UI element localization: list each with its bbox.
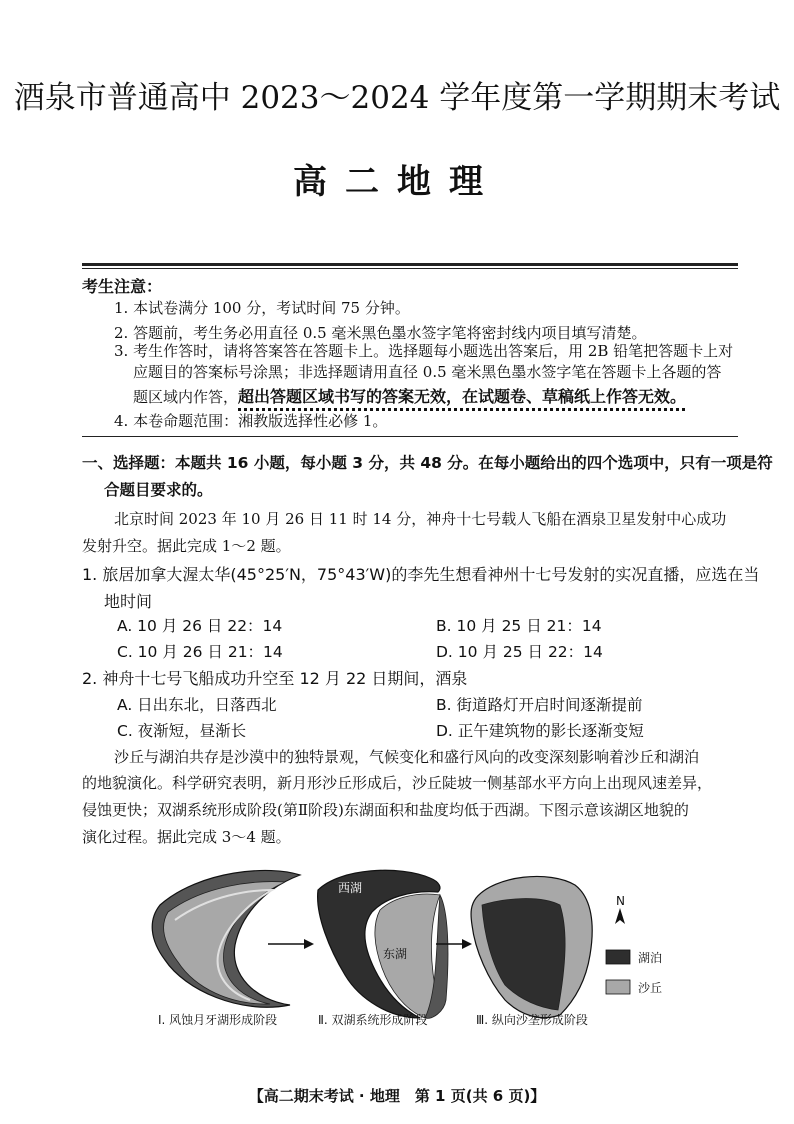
caption-stage-1: Ⅰ. 风蚀月牙湖形成阶段 [158, 1013, 278, 1027]
legend [606, 950, 662, 995]
caption-stage-3: Ⅲ. 纵向沙垄形成阶段 [476, 1013, 588, 1027]
north-arrow-icon [615, 908, 625, 924]
section-heading-line-2: 合题目要求的。 [104, 481, 213, 499]
legend-lake-label: 湖泊 [638, 951, 663, 965]
question-1-option-d: D. 10 月 25 日 22：14 [436, 643, 603, 661]
notice-item-3-plain: 题区域内作答， [133, 388, 239, 406]
legend-dune-swatch [606, 980, 630, 994]
passage-2-line-2: 的地貌演化。科学研究表明，新月形沙丘形成后，沙丘陡坡一侧基部水平方向上出现风速差异， [82, 774, 713, 792]
question-1-option-b: B. 10 月 25 日 21：14 [436, 617, 602, 635]
passage-1-line-2: 发射升空。据此完成 1～2 题。 [82, 537, 291, 555]
arrow-1-head [304, 939, 314, 949]
question-1-stem-line-2: 地时间 [104, 592, 153, 611]
notice-item-3-line-2: 应题目的答案标号涂黑；非选择题请用直径 0.5 毫米黑色墨水签字笔在答题卡上各题的答 [133, 363, 722, 381]
page-footer: 【高二期末考试 · 地理 第 1 页(共 6 页)】 [248, 1087, 546, 1105]
north-label: N [616, 894, 625, 908]
section-heading-line-1: 一、选择题：本题共 16 小题，每小题 3 分，共 48 分。在每小题给出的四个选项中，只有一项是符 [82, 454, 773, 472]
subject-title: 高二地理 [293, 162, 501, 202]
question-2-stem: 2. 神舟十七号飞船成功升空至 12 月 22 日期间，酒泉 [82, 669, 468, 688]
passage-1-line-1: 北京时间 2023 年 10 月 26 日 11 时 14 分，神舟十七号载人飞船在酒泉卫星发射中心成功 [114, 510, 727, 528]
caption-stage-2: Ⅱ. 双湖系统形成阶段 [318, 1013, 428, 1027]
passage-2-line-4: 演化过程。据此完成 3～4 题。 [82, 828, 291, 846]
question-2-option-c: C. 夜渐短，昼渐长 [117, 722, 247, 740]
notice-item-1: 1. 本试卷满分 100 分，考试时间 75 分钟。 [114, 299, 410, 317]
passage-2-line-3: 侵蚀更快；双湖系统形成阶段(第Ⅱ阶段)东湖面积和盐度均低于西湖。下图示意该湖区地貌的 [82, 801, 689, 819]
notice-item-2: 2. 答题前，考生务必用直径 0.5 毫米黑色墨水签字笔将密封线内项目填写清楚。 [114, 324, 647, 342]
notice-title: 考生注意： [82, 277, 163, 296]
stage-3-lake [482, 899, 565, 1010]
stage-1-crescent-dune [152, 870, 300, 1007]
legend-dune-label: 沙丘 [638, 981, 663, 995]
stage-3-longitudinal-dune [471, 876, 592, 1017]
notice-bottom-rule [82, 436, 738, 437]
question-1-option-c: C. 10 月 26 日 21：14 [117, 643, 283, 661]
top-rule-thin [82, 268, 738, 269]
top-rule-thick [82, 263, 738, 266]
arrow-2-head [462, 939, 472, 949]
passage-2-line-1: 沙丘与湖泊共存是沙漠中的独特景观，气候变化和盛行风向的改变深刻影响着沙丘和湖泊 [114, 748, 700, 766]
label-west-lake: 西湖 [338, 881, 363, 895]
notice-item-4: 4. 本卷命题范围：湘教版选择性必修 1。 [114, 412, 388, 430]
question-2-option-a: A. 日出东北，日落西北 [117, 696, 277, 714]
stage-2-double-lake [318, 870, 448, 1018]
question-1-option-a: A. 10 月 26 日 22：14 [117, 617, 283, 635]
question-2-option-b: B. 街道路灯开启时间逐渐提前 [436, 696, 643, 714]
question-1-stem-line-1: 1. 旅居加拿大渥太华(45°25′N，75°43′W)的李先生想看神州十七号发射的实况直播，应选在当 [82, 565, 760, 584]
label-east-lake: 东湖 [383, 947, 408, 961]
legend-lake-swatch [606, 950, 630, 964]
notice-item-3-line-3 [133, 384, 686, 407]
landform-evolution-figure [0, 850, 794, 1050]
notice-item-3-emphasis: 超出答题区域书写的答案无效，在试题卷、草稿纸上作答无效。 [238, 387, 687, 406]
question-2-option-d: D. 正午建筑物的影长逐渐变短 [436, 722, 644, 740]
exam-title: 酒泉市普通高中 2023～2024 学年度第一学期期末考试 [13, 80, 781, 116]
notice-item-3-line-1: 3. 考生作答时，请将答案答在答题卡上。选择题每小题选出答案后，用 2B 铅笔把答题卡上对 [114, 342, 734, 360]
north-arrow [615, 894, 625, 924]
